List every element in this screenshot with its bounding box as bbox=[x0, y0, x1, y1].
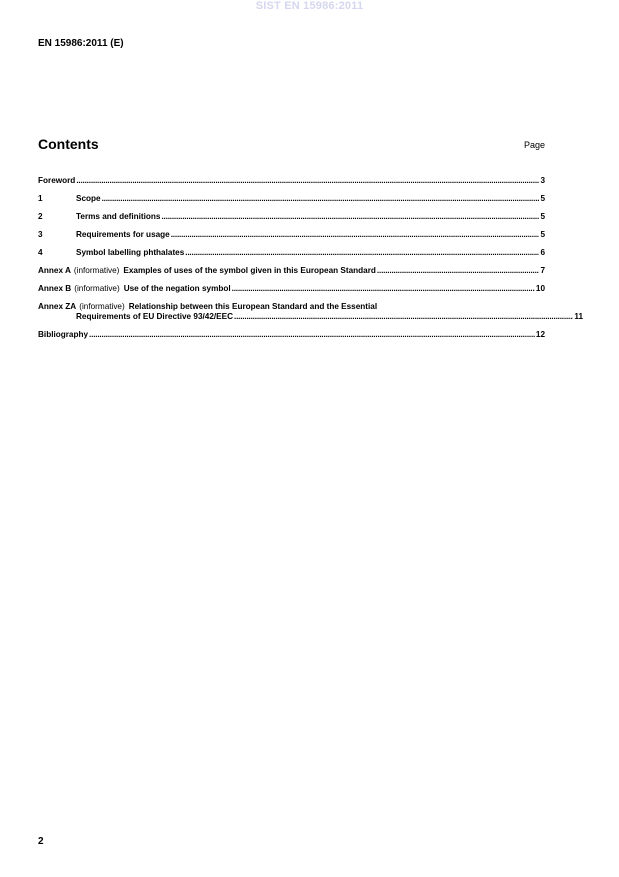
toc-entry-clause-4[interactable] bbox=[38, 248, 545, 258]
toc-page-number: 10 bbox=[535, 284, 545, 293]
toc-title: Scope bbox=[76, 194, 101, 203]
dot-leader bbox=[76, 176, 539, 186]
annex-label: Annex A bbox=[38, 266, 71, 275]
toc-entry-clause-2[interactable] bbox=[38, 212, 545, 222]
toc-entry-clause-3[interactable] bbox=[38, 230, 545, 240]
clause-number: 2 bbox=[38, 212, 43, 221]
toc-page-number: 5 bbox=[540, 212, 545, 221]
document-id: EN 15986:2011 (E) bbox=[38, 38, 124, 49]
toc-entry-clause-1[interactable] bbox=[38, 194, 545, 204]
page-column-label: Page bbox=[523, 140, 545, 150]
toc-title: Examples of uses of the symbol given in this European Standard bbox=[123, 266, 376, 275]
annex-label: Annex ZA bbox=[38, 302, 77, 311]
toc-page-number: 11 bbox=[574, 312, 583, 321]
annex-informative-tag: (informative) bbox=[74, 284, 120, 293]
toc-page-number: 5 bbox=[540, 230, 545, 239]
toc-entry-annex-b[interactable] bbox=[38, 284, 545, 294]
toc-entry-annex-a[interactable] bbox=[38, 266, 545, 276]
toc-entry-annex-za[interactable] bbox=[38, 302, 583, 322]
toc-title: Symbol labelling phthalates bbox=[76, 248, 185, 257]
dot-leader bbox=[89, 330, 535, 340]
watermark: SIST EN 15986:2011 bbox=[255, 0, 364, 12]
dot-leader bbox=[185, 248, 539, 258]
toc-title: Requirements for usage bbox=[76, 230, 170, 239]
toc-title: Terms and definitions bbox=[76, 212, 161, 221]
dot-leader bbox=[232, 284, 535, 294]
contents-title: Contents bbox=[38, 136, 99, 152]
toc-entry-bibliography[interactable] bbox=[38, 330, 545, 340]
toc-entry-foreword[interactable] bbox=[38, 176, 545, 186]
annex-informative-tag: (informative) bbox=[79, 302, 125, 311]
toc-title: Foreword bbox=[38, 176, 76, 185]
toc-page-number: 7 bbox=[540, 266, 545, 275]
toc-page-number: 6 bbox=[540, 248, 545, 257]
clause-number: 4 bbox=[38, 248, 43, 257]
toc-page-number: 3 bbox=[540, 176, 545, 185]
annex-informative-tag: (informative) bbox=[73, 266, 120, 275]
dot-leader bbox=[234, 312, 573, 322]
clause-number: 3 bbox=[38, 230, 43, 239]
toc-title-line-1: Relationship between this European Standard and the Essential bbox=[128, 302, 378, 311]
toc-title-line-2: Requirements of EU Directive 93/42/EEC bbox=[76, 312, 233, 321]
dot-leader bbox=[161, 212, 539, 222]
dot-leader bbox=[377, 266, 540, 276]
clause-number: 1 bbox=[38, 194, 43, 203]
toc-page-number: 5 bbox=[540, 194, 545, 203]
table-of-contents bbox=[38, 176, 583, 348]
toc-page-number: 12 bbox=[535, 330, 545, 339]
dot-leader bbox=[171, 230, 540, 240]
toc-title: Bibliography bbox=[38, 330, 89, 339]
annex-label: Annex B bbox=[38, 284, 72, 293]
toc-title: Use of the negation symbol bbox=[123, 284, 231, 293]
dot-leader bbox=[102, 194, 540, 204]
page-number: 2 bbox=[38, 836, 44, 847]
